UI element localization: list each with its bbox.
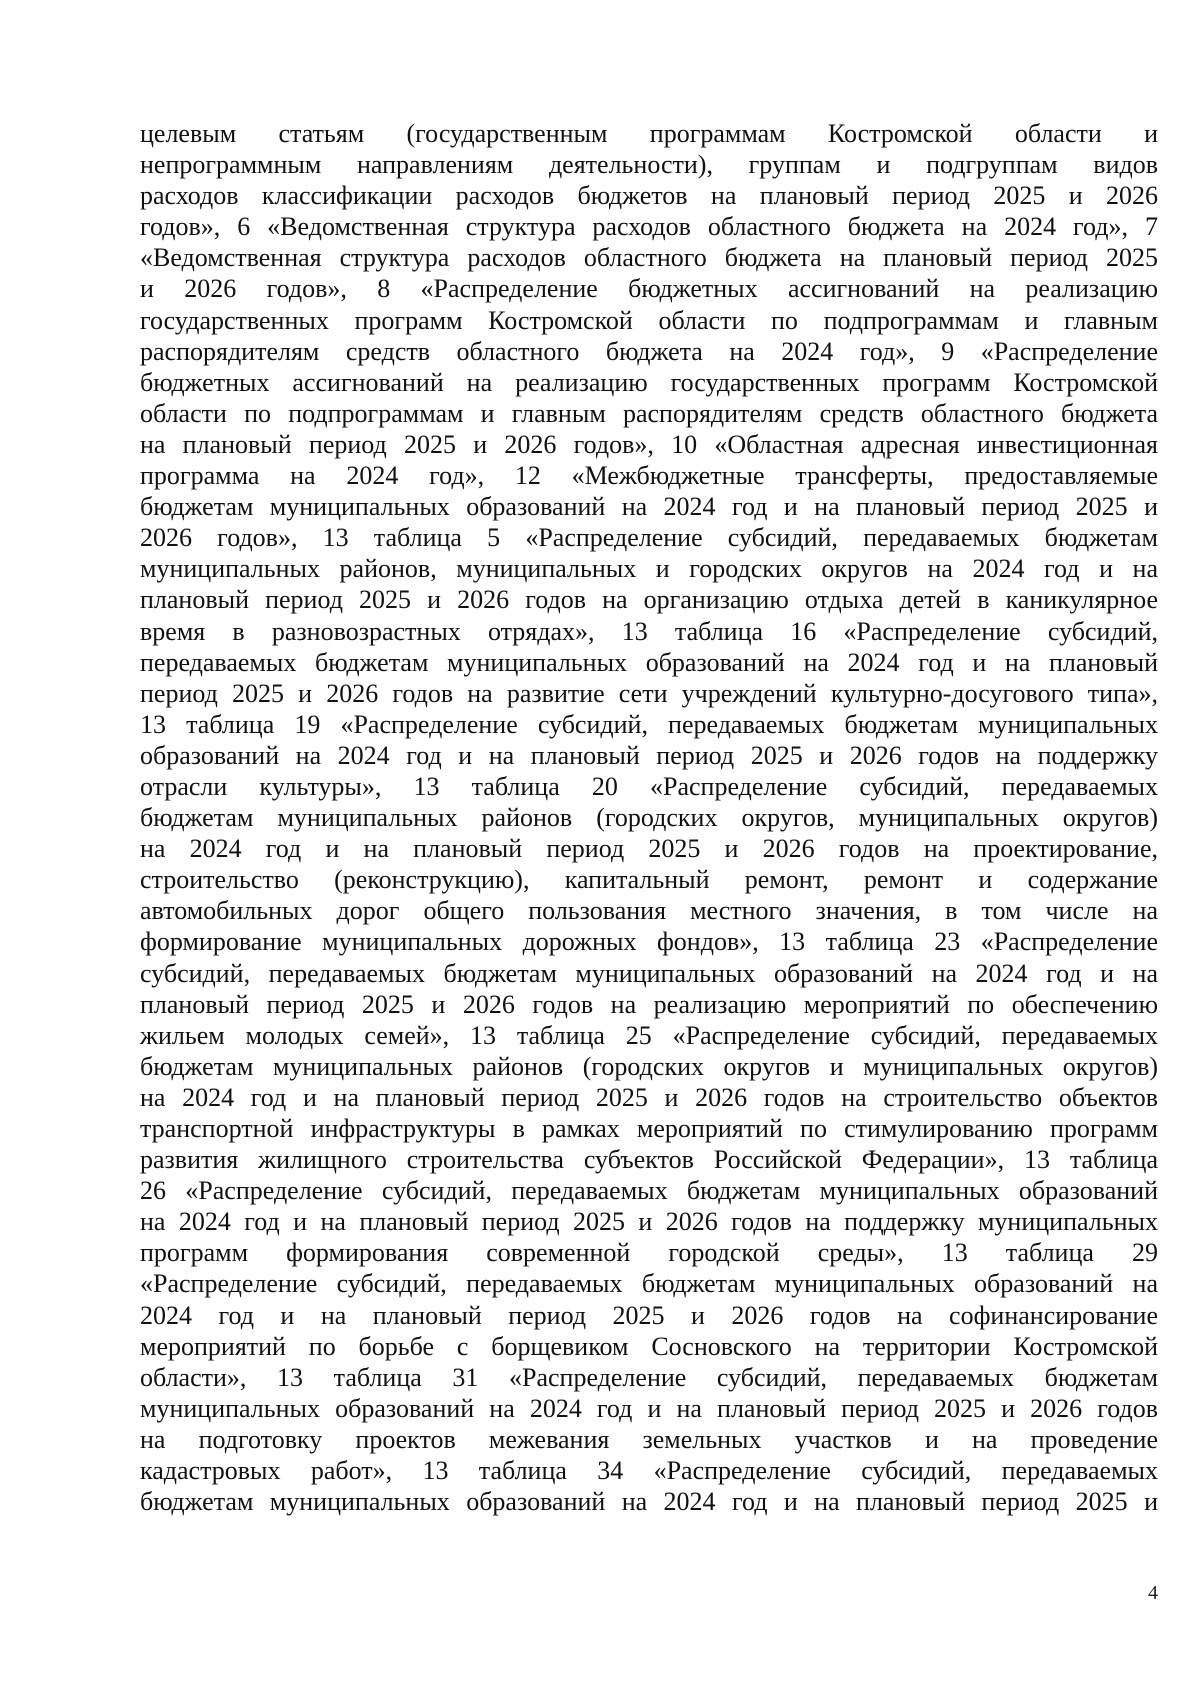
text-line: бюджетам муниципальных районов (городских округов, муниципальных округов) (140, 803, 1158, 833)
text-line: кадастровых работ», 13 таблица 34 «Распределение субсидий, передаваемых (140, 1456, 1158, 1486)
text-line: отрасли культуры», 13 таблица 20 «Распределение субсидий, передаваемых (140, 771, 1158, 801)
text-line: программа на 2024 год», 12 «Межбюджетные трансферты, предоставляемые (140, 461, 1158, 491)
text-line: распорядителям средств областного бюджета на 2024 год», 9 «Распределение (140, 336, 1158, 366)
text-line: время в разновозрастных отрядах», 13 таблица 16 «Распределение субсидий, (140, 616, 1158, 646)
text-line: 2024 год и на плановый период 2025 и 2026 годов на софинансирование (140, 1300, 1158, 1330)
text-line: мероприятий по борьбе с борщевиком Сосновского на территории Костромской (140, 1331, 1158, 1361)
text-line: программ формирования современной городской среды», 13 таблица 29 (140, 1238, 1158, 1268)
text-line: бюджетных ассигнований на реализацию государственных программ Костромской (140, 367, 1158, 397)
text-line: «Ведомственная структура расходов областного бюджета на плановый период 2025 (140, 243, 1158, 273)
text-line: период 2025 и 2026 годов на развитие сети учреждений культурно-досугового типа», (140, 678, 1158, 708)
text-line: муниципальных образований на 2024 год и на плановый период 2025 и 2026 годов (140, 1393, 1158, 1423)
text-line: области по подпрограммам и главным распорядителям средств областного бюджета (140, 398, 1158, 428)
text-line: образований на 2024 год и на плановый период 2025 и 2026 годов на поддержку (140, 740, 1158, 770)
text-line: государственных программ Костромской области по подпрограммам и главным (140, 305, 1158, 335)
page-number: 4 (1148, 1582, 1158, 1604)
text-line: «Распределение субсидий, передаваемых бюджетам муниципальных образований на (140, 1269, 1158, 1299)
text-line: 26 «Распределение субсидий, передаваемых бюджетам муниципальных образований (140, 1176, 1158, 1206)
text-line: на 2024 год и на плановый период 2025 и 2026 годов на поддержку муниципальных (140, 1207, 1158, 1237)
text-line: строительство (реконструкцию), капитальный ремонт, ремонт и содержание (140, 865, 1158, 895)
text-line: передаваемых бюджетам муниципальных образований на 2024 год и на плановый (140, 647, 1158, 677)
text-line: плановый период 2025 и 2026 годов на организацию отдыха детей в каникулярное (140, 585, 1158, 615)
text-line: автомобильных дорог общего пользования местного значения, в том числе на (140, 896, 1158, 926)
text-line: непрограммным направлениям деятельности), группам и подгруппам видов (140, 150, 1158, 180)
text-line: бюджетам муниципальных образований на 2024 год и на плановый период 2025 и (140, 1487, 1158, 1517)
text-line: на 2024 год и на плановый период 2025 и 2026 годов на строительство объектов (140, 1082, 1158, 1112)
text-line: субсидий, передаваемых бюджетам муниципальных образований на 2024 год и на (140, 958, 1158, 988)
text-line: 13 таблица 19 «Распределение субсидий, передаваемых бюджетам муниципальных (140, 709, 1158, 739)
text-line: на подготовку проектов межевания земельных участков и на проведение (140, 1424, 1158, 1454)
text-line: на 2024 год и на плановый период 2025 и 2026 годов на проектирование, (140, 834, 1158, 864)
text-line: годов», 6 «Ведомственная структура расходов областного бюджета на 2024 год», 7 (140, 212, 1158, 242)
text-line: формирование муниципальных дорожных фондов», 13 таблица 23 «Распределение (140, 927, 1158, 957)
text-line: целевым статьям (государственным программам Костромской области и (140, 119, 1158, 148)
text-line: бюджетам муниципальных районов (городских округов и муниципальных округов) (140, 1051, 1158, 1081)
text-line: муниципальных районов, муниципальных и городских округов на 2024 год и на (140, 554, 1158, 584)
text-line: жильем молодых семей», 13 таблица 25 «Распределение субсидий, передаваемых (140, 1020, 1158, 1050)
text-line: и 2026 годов», 8 «Распределение бюджетных ассигнований на реализацию (140, 274, 1158, 304)
text-line: 2026 годов», 13 таблица 5 «Распределение субсидий, передаваемых бюджетам (140, 523, 1158, 553)
text-line: на плановый период 2025 и 2026 годов», 10 «Областная адресная инвестиционная (140, 429, 1158, 459)
text-line: плановый период 2025 и 2026 годов на реализацию мероприятий по обеспечению (140, 989, 1158, 1019)
text-line: области», 13 таблица 31 «Распределение субсидий, передаваемых бюджетам (140, 1362, 1158, 1392)
text-line: транспортной инфраструктуры в рамках мероприятий по стимулированию программ (140, 1114, 1158, 1143)
body-paragraph (140, 118, 1158, 1517)
text-line: расходов классификации расходов бюджетов на плановый период 2025 и 2026 (140, 181, 1158, 211)
text-line: бюджетам муниципальных образований на 2024 год и на плановый период 2025 и (140, 492, 1158, 522)
text-line: развития жилищного строительства субъектов Российской Федерации», 13 таблица (140, 1145, 1158, 1175)
